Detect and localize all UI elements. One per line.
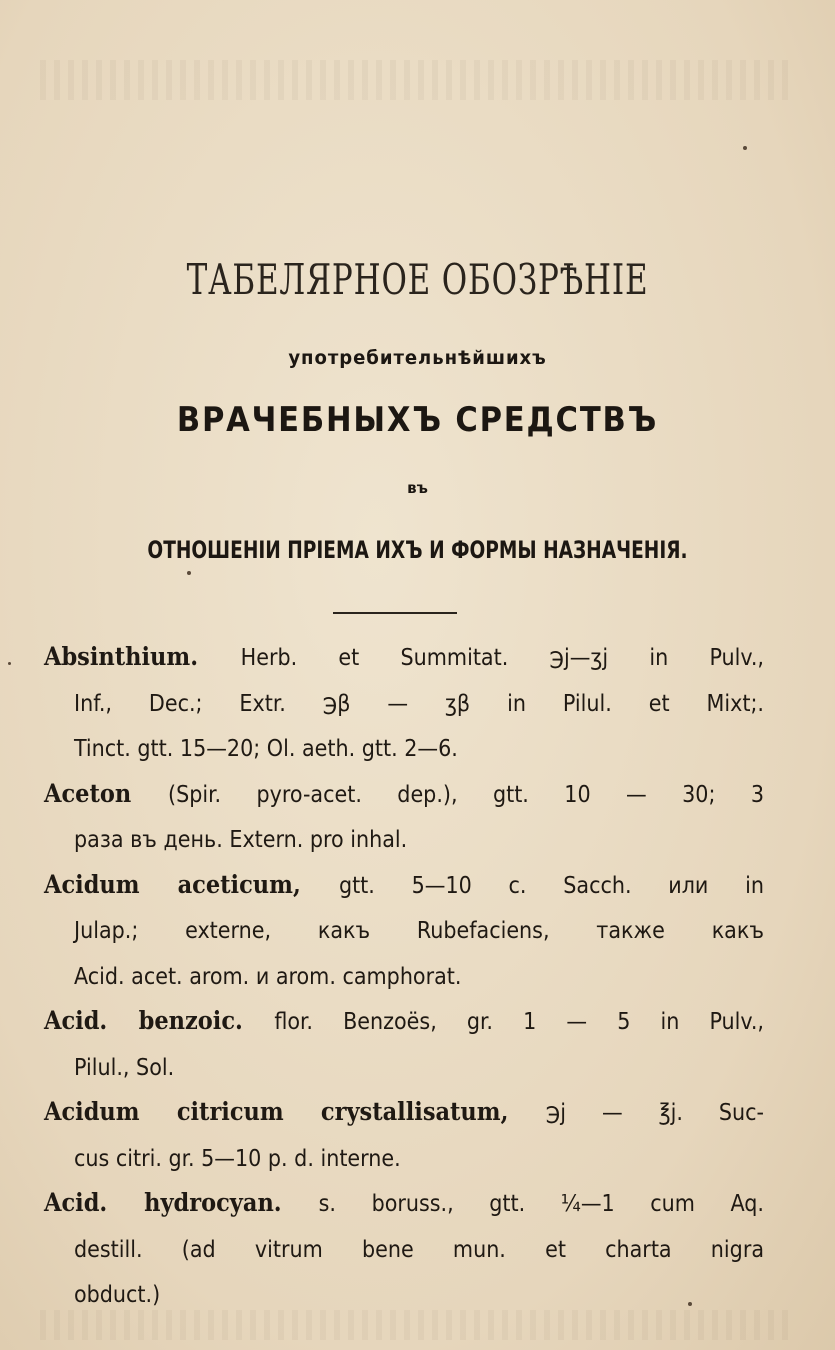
entry-line — [44, 635, 764, 681]
entry-text: destill. (ad vitrum bene mun. et charta nigra — [74, 1236, 764, 1263]
entry-line — [44, 1045, 764, 1091]
entry-text: Tinct. gtt. 15—20; Ol. aeth. gtt. 2—6. — [74, 736, 458, 762]
entry-text: Acid. acet. arom. и arom. camphorat. — [74, 963, 462, 990]
entry-line — [44, 954, 764, 1000]
entry-text: cus citri. gr. 5—10 p. d. interne. — [74, 1145, 401, 1172]
entry-head: Acidum citricum crystallisatum, — [44, 1097, 509, 1126]
entry-line — [44, 1090, 764, 1136]
entry-text: (Spir. pyro-acet. dep.), gtt. 10 — 30; 3 — [168, 781, 764, 808]
title-line-1: ТАБЕЛЯРНОЕ ОБОЗРѢНІЕ — [186, 255, 649, 304]
paper-speck — [8, 662, 11, 665]
entry-text: s. boruss., gtt. ¼—1 cum Aq. — [318, 1191, 765, 1217]
entry-head: Acid. benzoic. — [44, 1006, 243, 1035]
paper-speck — [743, 146, 747, 150]
entry-text: gtt. 5—10 c. Sacch. или in — [338, 872, 764, 899]
entry-line — [44, 772, 764, 818]
entry-line — [44, 1272, 764, 1318]
entry-text: Julap.; externe, какъ Rubefaciens, также какъ — [74, 918, 764, 944]
entry-head: Absinthium. — [44, 642, 199, 671]
entry-aceton — [44, 772, 764, 863]
entry-line — [44, 817, 764, 863]
entry-head: Aceton — [44, 778, 132, 808]
entry-head: Acidum aceticum, — [44, 869, 301, 899]
entry-line — [44, 863, 764, 909]
title-line-4: въ — [407, 479, 428, 497]
entry-line — [44, 908, 764, 954]
entry-text: Inf., Dec.; Extr. ℈β — ʒβ in Pilul. et Mixt;. — [74, 690, 764, 717]
title-line-2: употребительнѣйшихъ — [288, 347, 547, 369]
entry-line — [44, 999, 764, 1045]
title-line-3: ВРАЧЕБНЫХЪ СРЕДСТВЪ — [176, 400, 659, 440]
entry-list — [44, 635, 764, 1318]
entry-line — [44, 1227, 764, 1273]
entry-acid-hydrocyan — [44, 1181, 764, 1318]
entry-head: Acid. hydrocyan. — [44, 1188, 282, 1217]
entry-line — [44, 681, 764, 727]
title-line-5: ОТНОШЕНІИ ПРІЕМА ИХЪ И ФОРМЫ НАЗНАЧЕНІЯ. — [147, 536, 688, 564]
entry-line — [44, 1136, 764, 1182]
entry-line — [44, 726, 764, 772]
entry-text: раза въ день. Extern. pro inhal. — [74, 827, 408, 853]
entry-acidum-citricum — [44, 1090, 764, 1181]
entry-absinthium — [44, 635, 764, 772]
entry-text: ℈j — ℥j. Suc- — [545, 1100, 764, 1126]
entry-text: flor. Benzoës, gr. 1 — 5 in Pulv., — [274, 1009, 764, 1035]
entry-text: Herb. et Summitat. ℈j—ʒj in Pulv., — [240, 645, 765, 671]
entry-acidum-aceticum — [44, 863, 764, 1000]
bleed-through-top — [40, 60, 795, 100]
section-rule — [333, 612, 457, 614]
entry-acid-benzoic — [44, 999, 764, 1090]
paper-speck — [187, 571, 191, 575]
entry-text: obduct.) — [74, 1282, 161, 1308]
entry-text: Pilul., Sol. — [74, 1054, 175, 1081]
entry-line — [44, 1181, 764, 1227]
paper-speck — [688, 1302, 692, 1306]
